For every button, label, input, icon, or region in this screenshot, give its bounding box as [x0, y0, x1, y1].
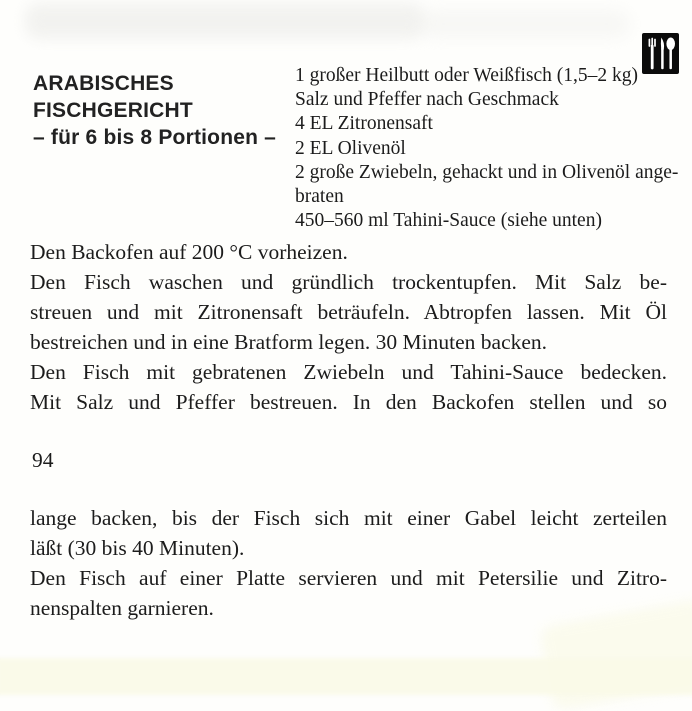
ingredient-item: 2 große Zwiebeln, gehackt und in Olivenöl ange-	[295, 161, 679, 183]
scan-tint-bottom	[0, 658, 692, 695]
instruction-line: Den Backofen auf 200 °C vorheizen.	[30, 240, 348, 264]
instructions-block-2	[30, 503, 667, 623]
recipe-servings: – für 6 bis 8 Portionen –	[33, 126, 277, 149]
scan-smudge-top-right	[420, 10, 630, 38]
ingredient-item: Salz und Pfeffer nach Geschmack	[295, 89, 559, 111]
ingredient-item: 4 EL Zitronensaft	[295, 113, 433, 135]
instruction-line: lange backen, bis der Fisch sich mit einer Gabel leicht zerteilen	[30, 506, 667, 530]
recipe-title-line: FISCHGERICHT	[33, 99, 193, 122]
instruction-line: bestreichen und in eine Bratform legen. 30 Minuten backen.	[30, 330, 548, 354]
instruction-line: Den Fisch mit gebratenen Zwiebeln und Tahini-Sauce bedecken.	[30, 360, 667, 384]
instruction-line: Den Fisch waschen und gründlich trockentupfen. Mit Salz be-	[30, 270, 667, 294]
recipe-title-block	[33, 70, 283, 151]
page-number: 94	[32, 448, 54, 472]
instruction-line: läßt (30 bis 40 Minuten).	[30, 536, 245, 560]
ingredient-item: 450–560 ml Tahini-Sauce (siehe unten)	[295, 210, 602, 232]
instructions-block-1	[30, 237, 667, 417]
instruction-line: nenspalten garnieren.	[30, 596, 214, 620]
instruction-line: Mit Salz und Pfeffer bestreuen. In den Backofen stellen und so	[30, 390, 667, 414]
scan-smudge-top-left	[25, 3, 425, 39]
ingredient-list	[295, 64, 687, 233]
ingredient-item: 1 großer Heilbutt oder Weißfisch (1,5–2 kg)	[295, 65, 639, 86]
recipe-title-line: ARABISCHES	[33, 72, 174, 95]
ingredient-item: 2 EL Olivenöl	[295, 137, 406, 159]
instruction-line: Den Fisch auf einer Platte servieren und mit Petersilie und Zitro-	[30, 566, 667, 590]
ingredient-item: braten	[295, 186, 344, 208]
instruction-line: streuen und mit Zitronensaft beträufeln. Abtropfen lassen. Mit Öl	[30, 300, 667, 324]
